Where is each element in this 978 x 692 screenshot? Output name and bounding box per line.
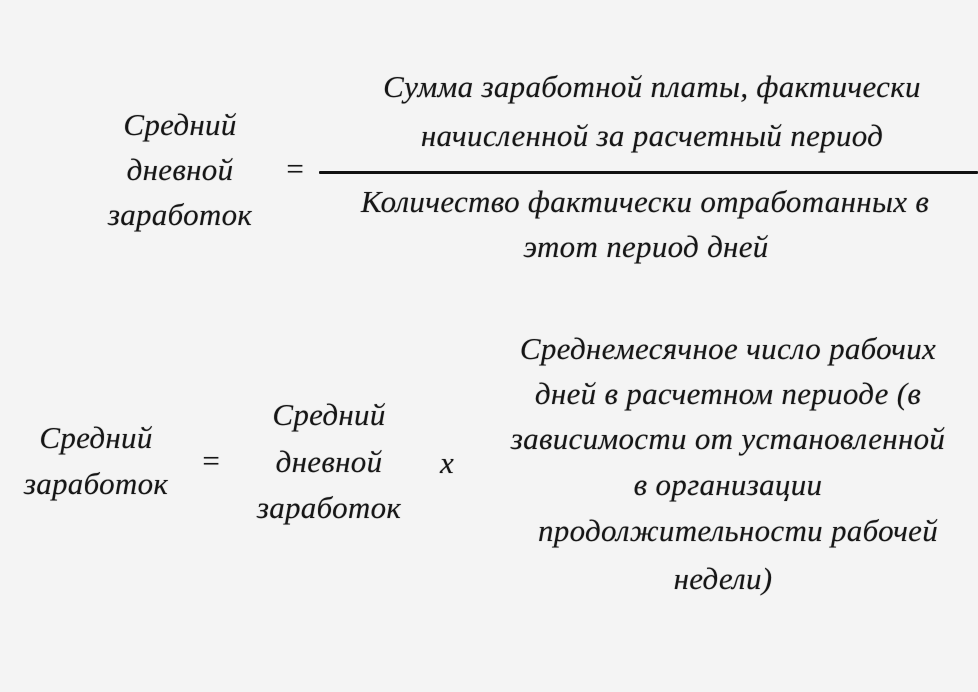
formula2-right-line4: в организации xyxy=(633,467,823,502)
formula2-multiply-sign: x xyxy=(439,445,455,480)
formula2-left-line2: заработок xyxy=(23,466,169,501)
formula2-middle-line1: Средний xyxy=(272,397,386,432)
formula1-numerator-line1: Сумма заработной платы, фактически xyxy=(383,69,921,104)
formula2-right-line1: Среднемесячное число рабочих xyxy=(519,331,937,366)
formula1-denominator-line1: Количество фактически отработанных в xyxy=(360,184,930,219)
formula1-equals-sign: = xyxy=(284,151,306,186)
formula1-numerator-line2: начисленной за расчетный период xyxy=(420,118,884,153)
formula2-right-line5: продолжительности рабочей xyxy=(537,513,939,548)
formula1-fraction-bar xyxy=(319,171,978,174)
formula1-left-line2: дневной xyxy=(126,152,234,187)
formula2-equals-sign: = xyxy=(200,443,222,478)
formula2-right-line2: дней в расчетном периоде (в xyxy=(534,376,922,411)
formula2-left-line1: Средний xyxy=(39,420,153,455)
formula2-middle-line2: дневной xyxy=(275,444,383,479)
formula1-left-line3: заработок xyxy=(107,197,253,232)
formula1-left-line1: Средний xyxy=(123,107,237,142)
formula1-denominator-line2: этот период дней xyxy=(523,229,769,264)
formula2-right-line3: зависимости от установленной xyxy=(510,421,946,456)
formula2-right-line6: недели) xyxy=(673,561,773,596)
formula2-middle-line3: заработок xyxy=(256,490,402,525)
